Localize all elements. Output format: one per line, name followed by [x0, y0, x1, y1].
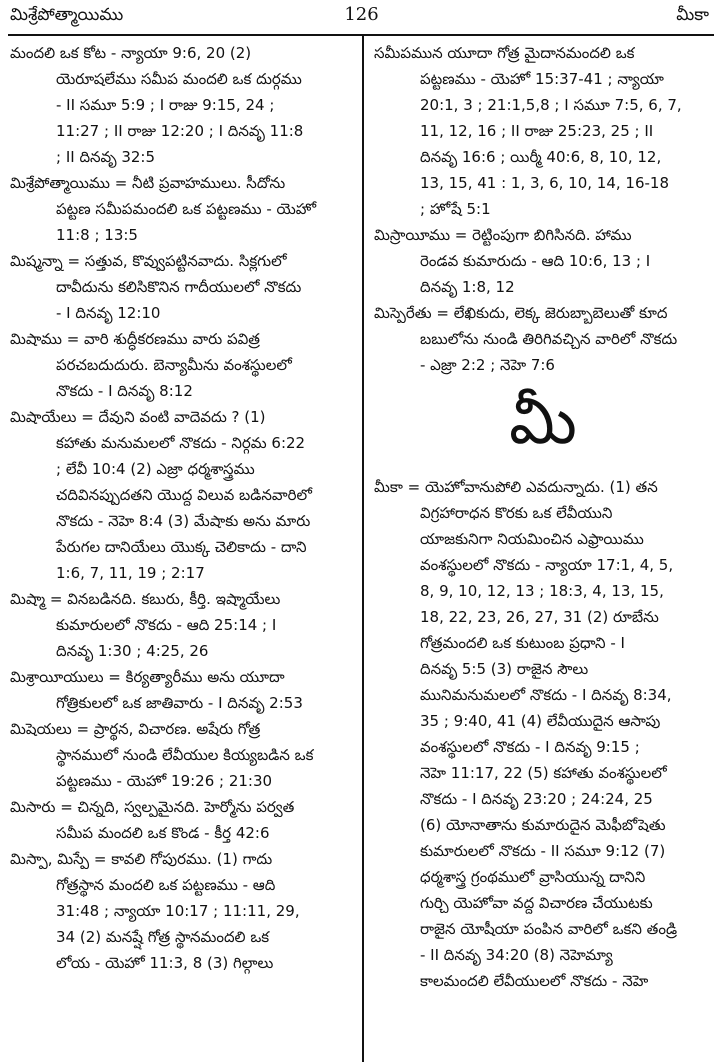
entry-line: దినవృ 5:5 (3) రాజైన సౌలు	[420, 660, 589, 678]
dictionary-entry	[10, 794, 356, 846]
entry-line: 13, 15, 41 : 1, 3, 6, 10, 14, 16-18	[420, 174, 669, 192]
entry-line: పట్టణము - యెహో 15:37-41 ; న్యాయా	[420, 70, 664, 88]
entry-headline: మిస్పెరేతు = లేఖికుదు, లెక్క జెరుబ్బాబెలుతో కూద	[374, 304, 668, 322]
dictionary-entry	[10, 326, 356, 404]
entry-line: 35 ; 9:40, 41 (4) లేవీయుదైన ఆసాపు	[420, 712, 661, 730]
entry-headline: మిస్పా, మిస్పే = కావలి గోపురము. (1) గాదు	[10, 850, 273, 868]
entry-line: వంశస్థులలో నొకదు - న్యాయా 17:1, 4, 5,	[420, 556, 674, 574]
dictionary-entry	[10, 40, 356, 170]
left-column	[10, 40, 356, 976]
entry-line: ; హోషే 5:1	[420, 200, 491, 218]
dictionary-entry	[10, 716, 356, 794]
entry-headline: మిశ్రాయీయులు = కిర్యత్యారీము అను యూదా	[10, 668, 285, 686]
entry-line: గోత్రికులలో ఒక జాతివారు - I దినవృ 2:53	[56, 694, 303, 712]
entry-line: 8, 9, 10, 12, 13 ; 18:3, 4, 13, 15,	[420, 582, 664, 600]
entry-headline: మిశ్రేపోత్మాయిము = నీటి ప్రవాహములు. సీదోను	[10, 174, 286, 192]
right-column-bottom	[374, 474, 712, 994]
right-column-top	[374, 40, 712, 378]
entry-headline: మిషెయలు = ప్రార్థన, విచారణ. అషేరు గోత్ర	[10, 720, 261, 738]
section-letter: మీ	[509, 385, 577, 459]
dictionary-entry	[10, 248, 356, 326]
dictionary-entry	[10, 170, 356, 248]
entry-line: గోత్రమందలి ఒక కుటుంబ ప్రధాని - I	[420, 634, 625, 652]
dictionary-entry	[10, 404, 356, 586]
entry-line: చదివినప్పుదతని యొద్ద విలువ బడినవారిలో	[56, 486, 312, 504]
entry-line: పట్టణ సమీపమందలి ఒక పట్టణము - యెహో	[56, 200, 317, 218]
entry-line: బబులోను నుండి తిరిగివచ్చిన వారిలో నొకదు	[420, 330, 678, 348]
entry-line: సమీప మందలి ఒక కొండ - కీర్త 42:6	[56, 824, 270, 842]
entry-headline: మిష్మా = వినబడినది. కబురు, కీర్తి. ఇష్మాయేలు	[10, 590, 281, 608]
dictionary-entry	[10, 664, 356, 716]
entry-line: దావీదును కలిసికొనిన గాదీయులలో నొకదు	[56, 278, 302, 296]
dictionary-entry	[374, 300, 712, 378]
entry-headline: మిసారు = చిన్నది, స్వల్పమైనది. హెర్మోను పర్వత	[10, 798, 295, 816]
page-header	[0, 0, 723, 36]
running-head-right: మీకా	[676, 5, 709, 25]
entry-headline: మందలి ఒక కోట - న్యాయా 9:6, 20 (2)	[10, 44, 252, 62]
entry-line: వంశస్థులలో నొకదు - I దినవృ 9:15 ;	[420, 738, 640, 756]
entry-headline: మిషాము = వారి శుద్ధీకరణము వారు పవిత్ర	[10, 330, 260, 348]
entry-line: - II దినవృ 34:20 (8) నెహెమ్యా	[420, 946, 613, 964]
entry-line: 20:1, 3 ; 21:1,5,8 ; I సమూ 7:5, 6, 7,	[420, 96, 682, 114]
entry-line: పట్టణము - యెహో 19:26 ; 21:30	[56, 772, 273, 790]
entry-line: స్థానములో నుండి లేవీయుల కియ్యబడిన ఒక	[56, 746, 314, 764]
entry-line: - I దినవృ 12:10	[56, 304, 161, 322]
entry-line: నెహె 11:17, 22 (5) కహాతు వంశస్థులలో	[420, 764, 667, 782]
entry-line: 1:6, 7, 11, 19 ; 2:17	[56, 564, 205, 582]
running-head-left: మిశ్రేపోత్మాయిము	[10, 5, 124, 25]
entry-line: లోయ - యెహో 11:3, 8 (3) గిల్గాలు	[56, 954, 274, 972]
entry-line: గోత్రస్థాన మందలి ఒక పట్టణము - ఆది	[56, 876, 276, 894]
entry-line: పేరుగల దానియేలు యొక్క చెలికాదు - దాని	[56, 538, 307, 556]
entry-headline: మిషాయేలు = దేవుని వంటి వాదెవదు ? (1)	[10, 408, 266, 426]
entry-line: కహాతు మనుమలలో నొకదు - నిర్గమ 6:22	[56, 434, 306, 452]
entry-line: దినవృ 1:30 ; 4:25, 26	[56, 642, 209, 660]
column-divider	[362, 36, 364, 1062]
entry-line: మునిమనుమలలో నొకదు - I దినవృ 8:34,	[420, 686, 672, 704]
entry-line: 11:27 ; II రాజు 12:20 ; I దినవృ 11:8	[56, 122, 304, 140]
entry-headline: మీకా = యెహోవానుపోలి ఎవదున్నాదు. (1) తన	[374, 478, 658, 496]
right-column	[374, 40, 712, 994]
entry-line: రెండవ కుమారుదు - ఆది 10:6, 13 ; I	[420, 252, 651, 270]
entry-line: నొకదు - I దినవృ 8:12	[56, 382, 193, 400]
entry-line: రాజైన యోషీయా పంపిన వారిలో ఒకని తండ్రి	[420, 920, 678, 938]
entry-headline: మిష్మన్నా = సత్తువ, కొవ్వుపట్టినవాదు. సిక్లగులో	[10, 252, 287, 270]
dictionary-entry	[10, 846, 356, 976]
dictionary-entry	[374, 474, 712, 994]
entry-line: పరచబదుదురు. బెన్యామీను వంశస్థులలో	[56, 356, 292, 374]
entry-line: 31:48 ; న్యాయా 10:17 ; 11:11, 29,	[56, 902, 300, 920]
entry-line: యాజకునిగా నియమించిన ఎఫ్రాయిము	[420, 530, 644, 548]
entry-headline: మిస్రాయీము = రెట్టింపుగా బిగిసినది. హాము	[374, 226, 632, 244]
entry-line: ; లేవీ 10:4 (2) ఎజ్రా ధర్మశాస్త్రము	[56, 460, 255, 478]
dictionary-entry	[374, 222, 712, 300]
entry-line: ; II దినవృ 32:5	[56, 148, 155, 166]
entry-line: 18, 22, 23, 26, 27, 31 (2) రూబేను	[420, 608, 659, 626]
dictionary-entry	[374, 40, 712, 222]
entry-line: కుమారులలో నొకదు - ఆది 25:14 ; I	[56, 616, 277, 634]
entry-line: కాలమందలి లేవీయులలో నొకదు - నెహె	[420, 972, 649, 990]
header-rule	[8, 34, 714, 36]
entry-line: ధర్మశాస్త్ర గ్రంథములో వ్రాసియున్న దానిని	[420, 868, 646, 886]
entry-line: (6) యోనాతాను కుమారుదైన మెఫీబోషెతు	[420, 816, 666, 834]
page-number: 126	[344, 4, 379, 25]
dictionary-entry	[10, 586, 356, 664]
entry-line: 34 (2) మనష్షే గోత్ర స్థానమందలి ఒక	[56, 928, 270, 946]
entry-line: 11:8 ; 13:5	[56, 226, 138, 244]
entry-line: - II సమూ 5:9 ; I రాజు 9:15, 24 ;	[56, 96, 275, 114]
entry-line: గుర్చి యెహోవా వద్ద విచారణ చేయుటకు	[420, 894, 653, 912]
entry-line: విగ్రహారాధన కొరకు ఒక లేవీయుని	[420, 504, 613, 522]
entry-line: యెరూషలేము సమీప మందలి ఒక దుర్గము	[56, 70, 302, 88]
entry-line: దినవృ 1:8, 12	[420, 278, 515, 296]
entry-line: నొకదు - నెహె 8:4 (3) మేషాకు అను మారు	[56, 512, 311, 530]
entry-line: 11, 12, 16 ; II రాజు 25:23, 25 ; II	[420, 122, 654, 140]
entry-line: - ఎజ్రా 2:2 ; నెహె 7:6	[420, 356, 555, 374]
entry-line: దినవృ 16:6 ; యిర్మీ 40:6, 8, 10, 12,	[420, 148, 662, 166]
entry-line: కుమారులలో నొకదు - II సమూ 9:12 (7)	[420, 842, 666, 860]
entry-line: నొకదు - I దినవృ 23:20 ; 24:24, 25	[420, 790, 653, 808]
entry-headline: సమీపమున యూదా గోత్ర మైదానమందలి ఒక	[374, 44, 635, 62]
